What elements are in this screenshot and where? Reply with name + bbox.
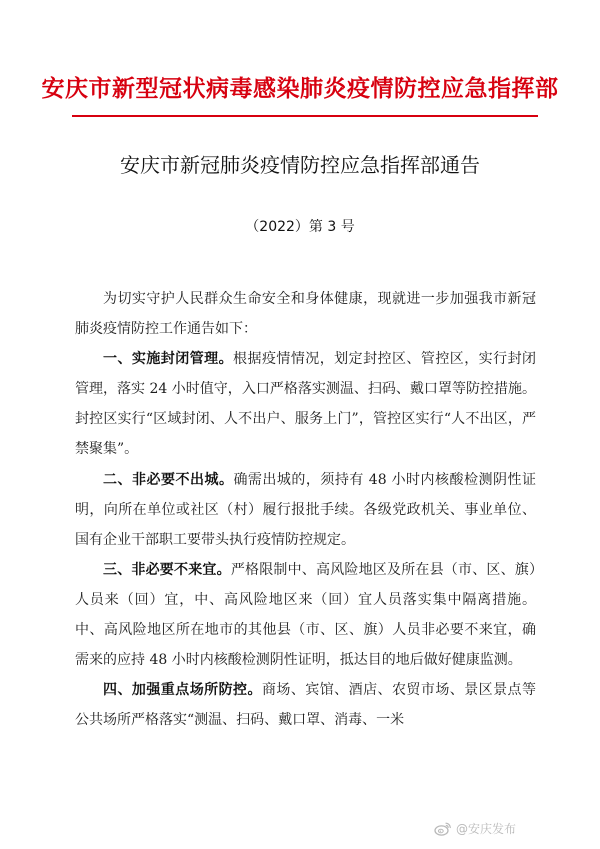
weibo-icon — [434, 821, 452, 836]
section-heading: 二、非必要不出城。 — [103, 471, 234, 488]
section-paragraph — [75, 675, 536, 735]
notice-body — [75, 284, 536, 735]
watermark-text: @安庆发布 — [456, 822, 517, 836]
section-heading: 一、实施封闭管理。 — [103, 351, 234, 368]
section-text: 确需出城的，须持有 48 小时内核酸检测阴性证明，向所在单位或社区（村）履行报批手续。各级党政机关、事业单位、国有企业干部职工要带头执行疫情防控规定。 — [75, 471, 537, 548]
document-title: 安庆市新冠肺炎疫情防控应急指挥部通告 — [120, 153, 480, 177]
source-watermark — [434, 820, 516, 837]
section-text: 严格限制中、高风险地区及所在县（市、区、旗）人员来（回）宜，中、高风险地区来（回）宜人员落实集中隔离措施。中、高风险地区所在地市的其他县（市、区、旗）人员非必要不来宜，确需来的应持 48 小时内核酸检测阴性证明，抵达目的地后做好健康监测。 — [75, 561, 537, 669]
issuer-header: 安庆市新型冠状病毒感染肺炎疫情防控应急指挥部 — [41, 76, 559, 102]
section-paragraph — [75, 465, 536, 555]
section-heading: 四、加强重点场所防控。 — [103, 682, 262, 699]
section-text: 商场、宾馆、酒店、农贸市场、景区景点等公共场所严格落实“测温、扫码、戴口罩、消毒、一米 — [75, 682, 537, 729]
red-divider-line — [72, 115, 538, 117]
section-paragraph — [75, 344, 536, 464]
section-text: 根据疫情情况，划定封控区、管控区，实行封闭管理，落实 24 小时值守，入口严格落实测温、扫码、戴口罩等防控措施。封控区实行“区域封闭、人不出户、服务上门”，管控区实行“人不出区，严禁聚集”。 — [75, 351, 537, 458]
document-number: （2022）第 3 号 — [245, 219, 355, 235]
intro-paragraph: 为切实守护人民群众生命安全和身体健康，现就进一步加强我市新冠肺炎疫情防控工作通告如下： — [75, 291, 536, 338]
section-heading: 三、非必要不来宜。 — [103, 561, 231, 578]
section-paragraph — [75, 555, 536, 675]
